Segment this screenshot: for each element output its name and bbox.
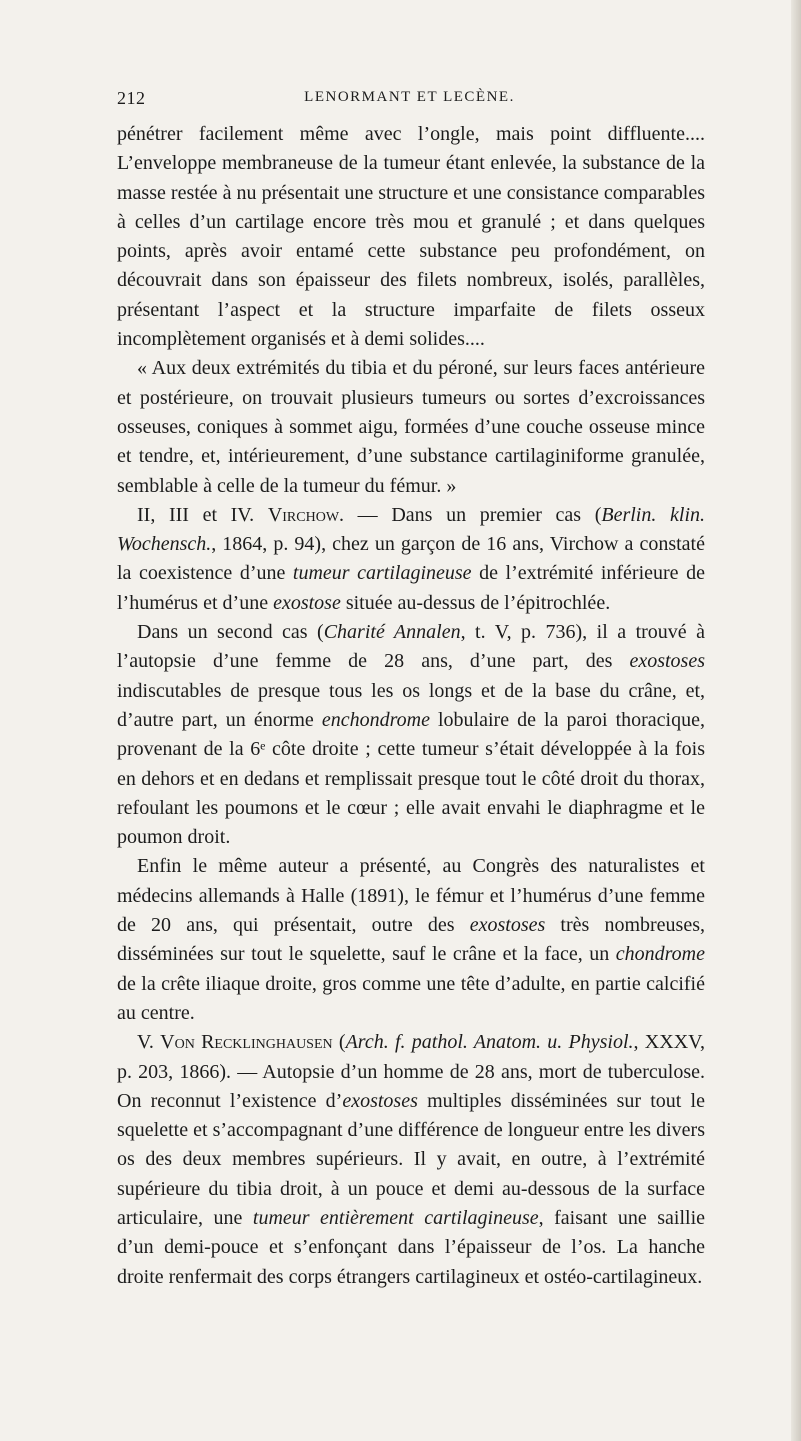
page-header	[117, 88, 702, 112]
text-run: pénétrer facilement même avec l’ongle, mais point diffluente.... L’enveloppe membraneuse de la tumeur étant enlevée, la substance de la masse restée à nu présentait une structure et une consistance comparables à celles d’un cartilage encore très mou et granulé ; et dans quelques points, après avoir entamé cette substance peu profondément, on découvrait dans son épaisseur des filets nombreux, isolés, parallèles, présentant l’aspect et la structure imparfaite de filets osseux incomplètement organisés et à demi solides....	[117, 123, 705, 351]
page-edge-shadow	[791, 0, 801, 1441]
text-run: (	[332, 1031, 346, 1054]
paragraph	[117, 618, 705, 852]
author-name: Von Recklinghausen	[160, 1031, 333, 1054]
text-run: Enfin le même auteur a présenté, au Congrès des naturalistes et médecins allemands à Halle (1891), le fémur et l’humérus d’une femme de 20 ans, qui présentait, outre des	[117, 855, 705, 937]
paragraph	[117, 1028, 705, 1292]
body-text	[117, 120, 705, 1292]
italic-run: tumeur entièrement cartilagineuse	[252, 1206, 539, 1229]
text-run: lobulaire de la paroi thoracique, provenant de la 6ᵉ côte droite ; cette tumeur s’était développée à la fois en dehors et en dedans et remplissait presque tout le côté droit du thorax, refoulant les poumons et le cœur ; elle avait envahi le diaphragme et le poumon droit.	[117, 708, 705, 849]
text-run: « Aux deux extrémités du tibia et du péroné, sur leurs faces antérieure et postérieure, on trouvait plusieurs tumeurs ou sortes d’excroissances osseuses, coniques à sommet aigu, formées d’une couche osseuse mince et tendre, et, intérieurement, d’une substance cartilaginiforme granulée, semblable à celle de la tumeur du fémur. »	[117, 357, 705, 497]
italic-run: exostoses	[629, 650, 705, 673]
text-run: située au-dessus de l’épitrochlée.	[340, 591, 611, 614]
text-run: très nombreuses, disséminées sur tout le squelette, sauf le crâne et la face, un	[117, 914, 705, 966]
paragraph	[117, 852, 705, 1028]
text-run: multiples disséminées sur tout le squelette et s’accompagnant d’une différence de longueur entre les divers os des deux membres supérieurs. Il y avait, en outre, à l’extrémité supérieure du tibia droit, à un pouce et demi au-dessous de la surface articulaire, une	[117, 1089, 705, 1229]
text-run: II, III et IV.	[137, 503, 268, 526]
page-number: 212	[117, 88, 146, 108]
italic-run: chondrome	[615, 943, 705, 966]
text-run: de la crête iliaque droite, gros comme une tête d’adulte, en partie calcifié au centre.	[117, 972, 705, 1024]
italic-run: exostose	[273, 591, 341, 614]
author-name: Virchow	[267, 503, 340, 526]
italic-run: enchondrome	[321, 708, 430, 731]
italic-run: Berlin. klin. Wochensch.	[117, 503, 705, 556]
text-run: de l’extrémité inférieure de l’humérus et d’une	[117, 562, 705, 614]
text-run: Dans un second cas (	[137, 621, 324, 644]
italic-run: Charité Annalen	[323, 621, 461, 644]
text-run: , XXXV, p. 203, 1866). — Autopsie d’un homme de 28 ans, mort de tuberculose. On reconnut l’existence d’	[117, 1031, 706, 1112]
italic-run: tumeur cartilagineuse	[292, 562, 472, 585]
text-run: , 1864, p. 94), chez un garçon de 16 ans, Virchow a constaté la coexistence d’une	[117, 533, 705, 585]
text-run: indiscutables de presque tous les os longs et de la base du crâne, et, d’autre part, un énorme	[117, 679, 705, 731]
text-run: . — Dans un premier cas (	[339, 503, 602, 526]
text-run: , faisant une saillie d’un demi-pouce et s’enfonçant dans l’épaisseur de l’os. La hanche droite renfermait des corps étrangers cartilagineux et ostéo-cartilagineux.	[117, 1206, 706, 1288]
text-run: , t. V, p. 736), il a trouvé à l’autopsie d’une femme de 28 ans, d’une part, des	[117, 621, 706, 673]
paragraph	[117, 120, 705, 354]
paragraph	[117, 354, 705, 500]
text-run: V.	[137, 1031, 161, 1054]
italic-run: exostoses	[469, 914, 546, 937]
running-head: LENORMANT ET LECÈNE.	[304, 89, 515, 105]
paragraph	[117, 501, 705, 618]
italic-run: exostoses	[342, 1089, 418, 1112]
italic-run: Arch. f. pathol. Anatom. u. Physiol.	[345, 1031, 634, 1054]
